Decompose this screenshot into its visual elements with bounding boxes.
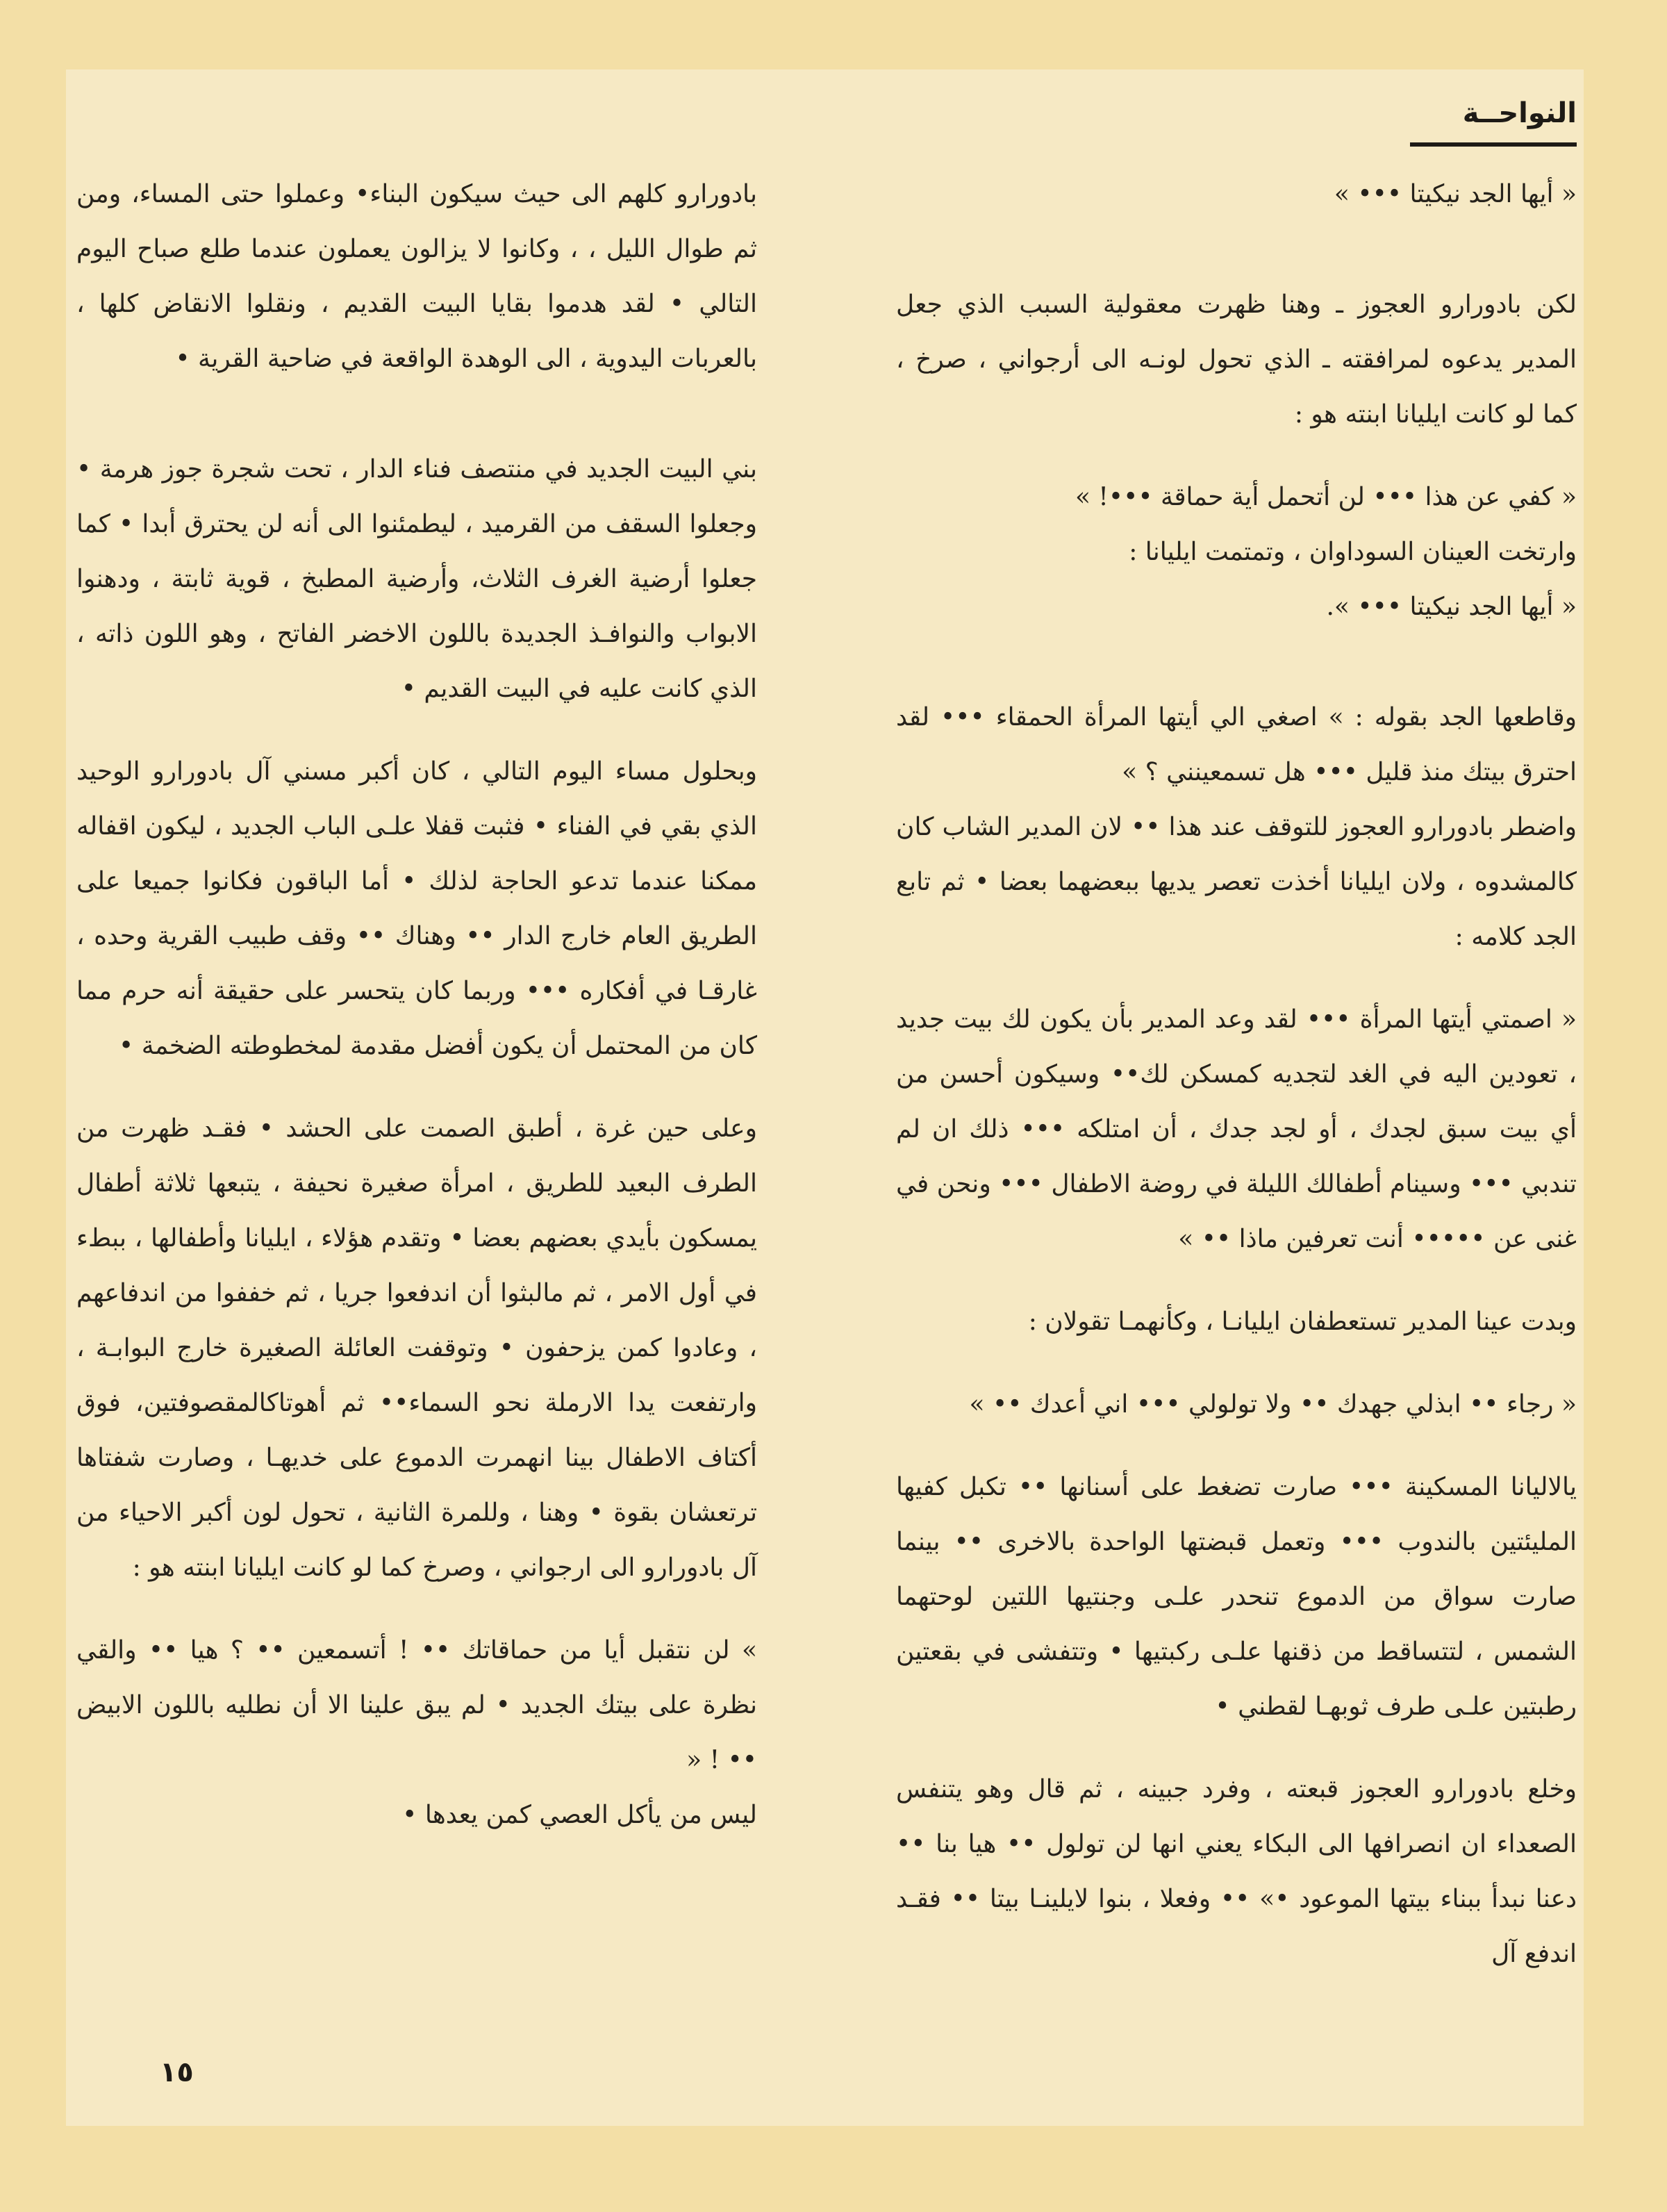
paragraph: وارتخت العينان السوداوان ، وتمتمت ايليانا : [1129, 538, 1577, 566]
paragraph: « اصمتي أيتها المرأة ••• لقد وعد المدير بأن يكون لك بيت جديد ، تعودين اليه في الغد لتجديه كمسكن لك•• وسيكون أحسن من أي بيت سبق لجدك ، أو لجد جدك ، أن امتلكه ••• ذلك ان لم تندبي ••• وسينام أطفالك الليلة في روضة الاطفال ••• ونحن في غنى عن ••••• أنت تعرفين ماذا •• » [896, 1005, 1577, 1253]
paragraph: وبحلول مساء اليوم التالي ، كان أكبر مسني آل بادورارو الوحيد الذي بقي في الفناء • فثبت قفلا علـى الباب الجديد ، ليكون اقفاله ممكنا عندما تدعو الحاجة لذلك • أما الباقون فكانوا جميعا على الطريق العام خارج الدار •• وهناك •• وقف طبيب القرية وحده ، غارقـا في أفكاره ••• وربما كان يتحسر على حقيقة أنه حرم مما كان من المحتمل أن يكون أفضل مقدمة لمخطوطته الضخمة • [76, 757, 757, 1060]
paragraph: يالاليانا المسكينة ••• صارت تضغط على أسنانها •• تكبل كفيها المليئتين بالندوب ••• وتعمل قبضتها الواحدة بالاخرى •• بينما صارت سواق من الدموع تنحدر علـى وجنتيها اللتين لوحتهما الشمس ، لتتساقط من ذقنها علـى ركبتيها • وتتفشى في بقعتين رطبتين علـى طرف ثوبهـا لقطني • [896, 1473, 1577, 1721]
paragraph: « أيها الجد نيكيتا ••• » [1334, 180, 1577, 208]
paragraph: » لن نتقبل أيا من حماقاتك •• ! أتسمعين •• ؟ هيا •• والقي نظرة على بيتك الجديد • لم يبق علينا الا أن نطليه باللون الابيض •• ! « [76, 1636, 757, 1774]
paragraph: وعلى حين غرة ، أطبق الصمت على الحشد • فقـد ظهرت من الطرف البعيد للطريق ، امرأة صغيرة نحيفة ، يتبعها ثلاثة أطفال يمسكون بأيدي بعضهم بعضا • وتقدم هؤلاء ، ايليانا وأطفالها ، ببطء في أول الامر ، ثم مالبثوا أن اندفعوا جريا ، ثم خففوا من اندفاعهم ، وعادوا كمن يزحفون • وتوقفت العائلة الصغيرة خارج البوابـة ، وارتفعت يدا الارملة نحو السماء•• ثم أهوتاكالمقصوفتين، فوق أكتاف الاطفال بينا انهمرت الدموع على خديهـا ، وصارت شفتاها ترتعشان بقوة • وهنا ، وللمرة الثانية ، تحول لون أكبر الاحياء من آل بادورارو الى ارجواني ، وصرخ كما لو كانت ايليانا ابنته هو : [76, 1114, 757, 1582]
left-column [76, 167, 757, 1870]
paragraph: وخلع بادورارو العجوز قبعته ، وفرد جبينه ، ثم قال وهو يتنفس الصعداء ان انصرافها الى البكاء يعني انها لن تولول •• هيا بنا •• دعنا نبدأ ببناء بيتها الموعود •» •• وفعلا ، بنوا لايلينـا بيتا •• فقـد اندفع آل [896, 1775, 1577, 1968]
paragraph: وقاطعها الجد بقوله : » اصغي الي أيتها المرأة الحمقاء ••• لقد احترق بيتك منذ قليل ••• هل تسمعينني ؟ » [896, 703, 1577, 786]
title-underline [1410, 142, 1577, 147]
paragraph: بادورارو كلهم الى حيث سيكون البناء• وعملوا حتى المساء، ومن ثم طوال الليل ، ، وكانوا لا يزالون يعملون عندما طلع صباح اليوم التالي • لقد هدموا بقايا البيت القديم ، ونقلوا الانقاض كلها ، بالعربات اليدوية ، الى الوهدة الواقعة في ضاحية القرية • [76, 180, 757, 373]
paragraph: بني البيت الجديد في منتصف فناء الدار ، تحت شجرة جوز هرمة • وجعلوا السقف من القرميد ، ليطمئنوا الى أنه لن يحترق أبدا • كما جعلوا أرضية الغرف الثلاث، وأرضية المطبخ ، قوية ثابتة ، ودهنوا الابواب والنوافـذ الجديدة باللون الاخضر الفاتح ، وهو اللون ذاته ، الذي كانت عليه في البيت القديم • [76, 455, 758, 703]
paragraph: واضطر بادورارو العجوز للتوقف عند هذا •• لان المدير الشاب كان كالمشدوه ، ولان ايليانا أخذت تعصر يديها ببعضهما بعضا • ثم تابع الجد كلامه : [896, 813, 1577, 951]
paragraph: « كفي عن هذا ••• لن أتحمل أية حماقة •••! » [1075, 483, 1577, 511]
page-number: ١٥ [160, 2056, 194, 2088]
paragraph: « رجاء •• ابذلي جهدك •• ولا تولولي ••• اني أعدك •• » [969, 1390, 1577, 1419]
proverb: ليس من يأكل العصي كمن يعدها • [402, 1801, 757, 1829]
right-column [896, 167, 1577, 2009]
section-title: النواحــة [1462, 97, 1577, 129]
paragraph: وبدت عينا المدير تستعطفان ايليانـا ، وكأنهمـا تقولان : [1028, 1307, 1577, 1336]
paragraph: « أيها الجد نيكيتا ••• ». [1326, 593, 1577, 621]
paragraph: لكن بادورارو العجوز ـ وهنا ظهرت معقولية السبب الذي جعل المدير يدعوه لمرافقته ـ الذي تحول لونـه الى أرجواني ، صرخ ، كما لو كانت ايليانا ابنته هو : [896, 290, 1577, 429]
